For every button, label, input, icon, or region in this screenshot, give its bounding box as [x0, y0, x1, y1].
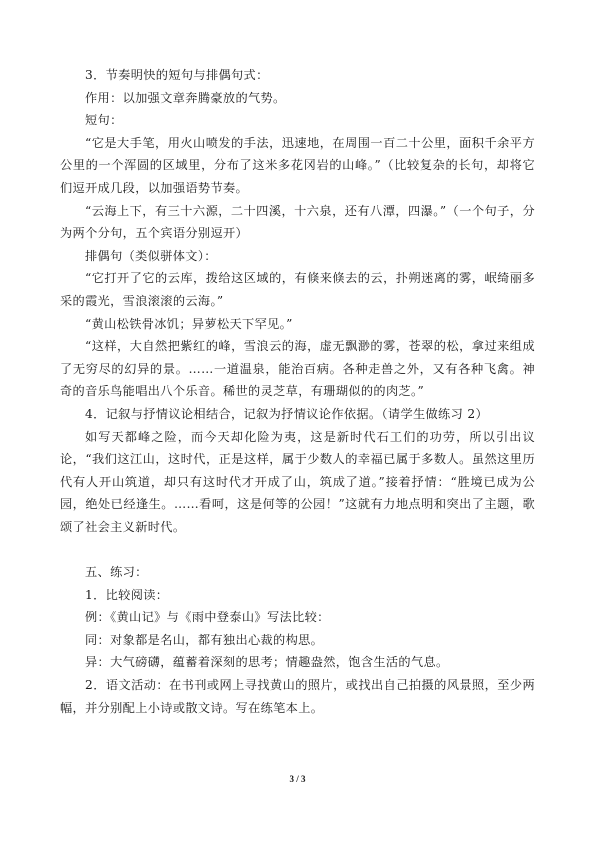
blank-line — [60, 538, 535, 561]
exercise-similarity: 同：对象都是名山，都有独出心裁的构思。 — [85, 632, 324, 647]
heading-narration-lyric: 4．记叙与抒情议论相结合，记叙为抒情议论作依据。（请学生做练习 2） — [85, 406, 488, 421]
exercise-language-activity: 2．语文活动：在书刊或网上寻找黄山的照片，或找出自己拍摄的风景照，至少两幅，并分别配上小诗或散文诗。写在练笔本上。 — [60, 678, 535, 715]
quote-parallel-2: “黄山松铁骨冰饥；异萝松天下罕见。” — [85, 316, 293, 331]
exercise-comparative-reading: 1．比较阅读： — [85, 587, 169, 602]
label-short-sentences: 短句： — [85, 113, 123, 128]
quote-short-sentence-2: “云海上下，有三十六源，二十四溪，十六泉，还有八潭，四瀑。”（一个句子，分为两个分句，五个宾语分别逗开） — [60, 203, 535, 241]
quote-parallel-3: “这样，大自然把紫红的峰，雪浪云的海，虚无飘渺的雾，苍翠的松，拿过来组成了无穷尽的幻异的景。……一道温泉，能治百病。各种走兽之外，又有各种飞禽。神奇的音乐鸟能唱出八个乐音。稀世的灵芝草，有珊瑚似的的肉芝。” — [60, 339, 535, 399]
quote-parallel-1: “它打开了它的云库，拨给这区域的，有倏来倏去的云，扑朔迷离的雾，岷绮丽多采的霞光，雪浪滚滚的云海。” — [60, 271, 535, 308]
exercise-example: 例：《黄山记》与《雨中登泰山》写法比较： — [85, 610, 330, 625]
paragraph-tiandu-peak: 如写天都峰之险，而今天却化险为夷，这是新时代石工们的功劳，所以引出议论，“我们这江山，这时代，正是这样，属于少数人的幸福已属于多数人。虽然这里历代有人开山筑道，却只有这时代才开成了山，筑成了道。”接着抒情：“胜境已成为公园，绝处已经逢生。……看呵，这是何等的公园！”这就有力地点明和突出了主题，歌颂了社会主义新时代。 — [60, 429, 535, 534]
heading-rhythm-sentences: 3．节奏明快的短句与排偶句式： — [85, 68, 269, 82]
label-parallel-sentences: 排偶句（类似骈体文）： — [85, 248, 217, 263]
exercise-difference: 异：大气磅礴，蕴蓄着深刻的思考；情趣盎然，饱含生活的气息。 — [85, 655, 449, 670]
paragraph-effect: 作用：以加强文章奔腾豪放的气势。 — [85, 90, 286, 105]
page-number: 3 / 3 — [289, 774, 306, 784]
document-body — [60, 64, 535, 719]
quote-short-sentence-1: “它是大手笔，用火山喷发的手法，迅速地，在周围一百二十公里，面积千余平方公里的一个浑圆的区域里，分布了这米多花冈岩的山峰。”（比较复杂的长句，却将它们逗开成几段，以加强语势节奏。 — [60, 135, 535, 195]
heading-exercises: 五、练习： — [85, 565, 148, 580]
